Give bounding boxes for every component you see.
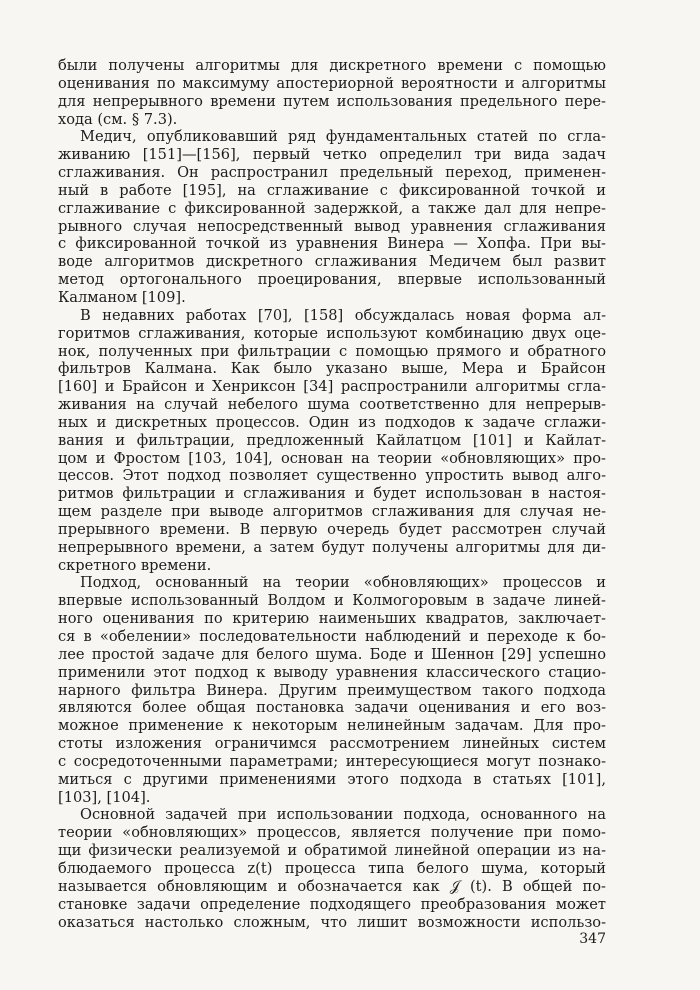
text-line: фильтров Калмана. Как было указано выше, Мера и Брайсон (58, 360, 606, 378)
text-line: Медич, опубликовавший ряд фундаментальных статей по сгла- (80, 128, 606, 146)
text-line: В недавних работах [70], [158] обсуждалась новая форма ал- (80, 306, 606, 324)
text-line: горитмов сглаживания, которые используют комбинацию двух оце- (58, 324, 606, 342)
text-line: нарного фильтра Винера. Другим преимуществом такого подхода (58, 681, 606, 699)
text-line: блюдаемого процесса z(t) процесса типа белого шума, который (58, 859, 606, 877)
text-line: ный в работе [195], на сглаживание с фиксированной точкой и (58, 181, 606, 199)
text-line: ся в «обелении» последовательности наблюдений и переходе к бо- (58, 628, 606, 645)
text-line: оказаться настолько сложным, что лишит возможности использо- (58, 913, 606, 931)
text-line: оценивания по максимуму апостериорной вероятности и алгоритмы (58, 74, 606, 92)
text-line: для непрерывного времени путем использования предельного пере- (58, 92, 606, 110)
text-line: с сосредоточенными параметрами; интересующиеся могут познако- (58, 752, 606, 770)
text-line: стоты изложения ограничимся рассмотрением линейных систем (58, 735, 606, 753)
text-line: живания на случай небелого шума соответственно для непрерыв- (58, 396, 606, 414)
text-line: Основной задачей при использовании подхода, основанного на (80, 806, 606, 824)
text-line: метод ортогонального проецирования, впервые использованный (58, 271, 606, 289)
text-line: живанию [151]—[156], первый четко определил три вида задач (58, 146, 606, 164)
paragraph-4 (58, 574, 606, 806)
text-line: применили этот подход к выводу уравнения классического стацио- (58, 663, 606, 681)
text-line: лее простой задаче для белого шума. Боде и Шеннон [29] успешно (58, 645, 606, 663)
text-line: можное применение к некоторым нелинейным задачам. Для про- (58, 717, 606, 735)
text-line: являются более общая постановка задачи оценивания и его воз- (58, 699, 606, 717)
text-line: нок, полученных при фильтрации с помощью прямого и обратного (58, 342, 606, 360)
page-number: 347 (579, 931, 606, 947)
text-line: вания и фильтрации, предложенный Кайлатцом [101] и Кайлат- (58, 431, 606, 449)
paragraph-2 (58, 128, 606, 306)
text-line: воде алгоритмов дискретного сглаживания Медичем был развит (58, 253, 606, 271)
text-line: ритмов фильтрации и сглаживания и будет использован в настоя- (58, 485, 606, 503)
paragraph-3 (58, 307, 606, 575)
text-line: теории «обновляющих» процессов, является получение при помо- (58, 824, 606, 842)
text-line: миться с другими применениями этого подхода в статьях [101], (58, 770, 606, 788)
text-line: Калманом [109]. (58, 288, 186, 306)
text-line: становке задачи определение подходящего преобразования может (58, 895, 606, 913)
text-line: сглаживания. Он распространил предельный переход, применен- (58, 164, 606, 182)
text-line: сглаживание с фиксированной задержкой, а также дал для непре- (58, 199, 606, 217)
text-line: рывного случая непосредственный вывод уравнения сглаживания (58, 217, 606, 235)
text-line: [160] и Брайсон и Хенриксон [34] распространили алгоритмы сгла- (58, 378, 606, 396)
page-body (58, 57, 606, 931)
text-line: ных и дискретных процессов. Один из подходов к задаче сглажи- (58, 413, 606, 431)
text-line: [103], [104]. (58, 788, 151, 806)
text-line: цессов. Этот подход позволяет существенно упростить вывод алго- (58, 467, 606, 485)
text-line: цом и Фростом [103, 104], основан на теории «обновляющих» про- (58, 449, 606, 467)
text-line: с фиксированной точкой из уравнения Винера — Хопфа. При вы- (58, 235, 606, 253)
paragraph-5 (58, 806, 606, 931)
paragraph-1 (58, 57, 606, 128)
text-line: хода (см. § 7.3). (58, 110, 178, 128)
text-line: щем разделе при выводе алгоритмов сглаживания для случая не- (58, 503, 606, 521)
text-line: щи физически реализуемой и обратимой линейной операции из на- (58, 842, 606, 860)
text-line: непрерывного времени, а затем будут получены алгоритмы для ди- (58, 538, 606, 556)
text-line: скретного времени. (58, 556, 212, 574)
text-line: были получены алгоритмы для дискретного времени с помощью (58, 57, 606, 74)
text-line: ного оценивания по критерию наименьших квадратов, заключает- (58, 610, 606, 628)
text-line: впервые использованный Волдом и Колмогоровым в задаче линей- (58, 592, 606, 610)
text-line: прерывного времени. В первую очередь будет рассмотрен случай (58, 520, 606, 538)
text-line: Подход, основанный на теории «обновляющих» процессов и (80, 574, 606, 592)
text-line: называется обновляющим и обозначается как 𝒥 (t). В общей по- (58, 877, 606, 895)
